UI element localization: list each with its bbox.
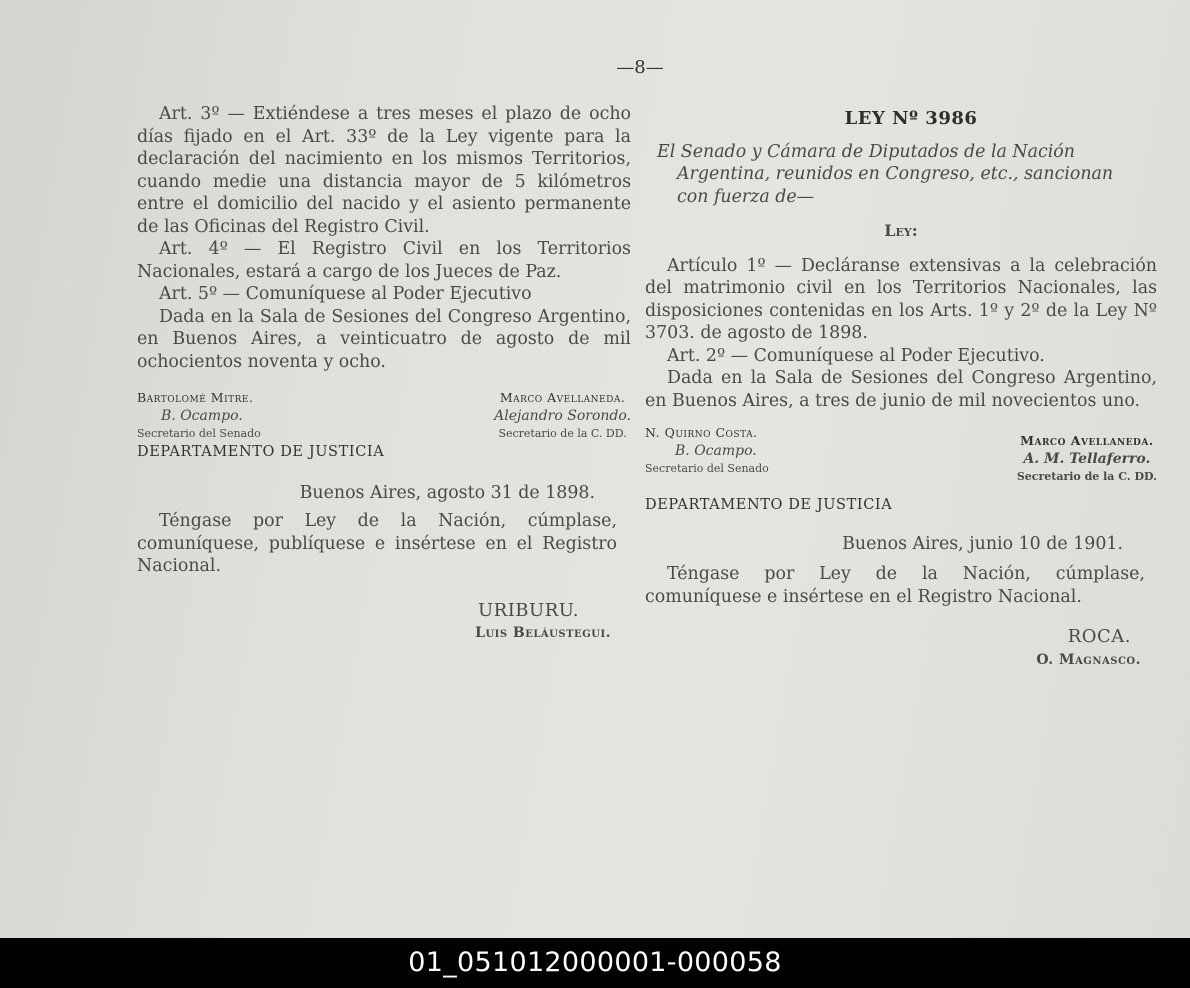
preamble-line: El Senado y Cámara de Diputados de la Nación [657,141,1075,162]
article-3-paragraph: Art. 3º — Extiéndese a tres meses el plazo de ocho días fijado en el Art. 33º de la Ley vigente para la declaración del nacimiento en los mismos Territorios, cuando medie una distancia mayor de 5 kilómetros entre el domicilio del nacido y el asiento permanente de las Oficinas del Registro Civil. [137,104,631,237]
decree-date: Buenos Aires, junio 10 de 1901. [842,533,1123,554]
ley-heading: Ley: [884,221,918,240]
department-heading: DEPARTAMENTO DE JUSTICIA [645,497,893,513]
chamber-signatures [494,389,631,443]
law-title: LEY Nº 3986 [844,108,978,129]
senate-secretary-role: Secretario del Senado [645,462,769,475]
senate-president-name: N. Quirno Costa. [645,425,758,440]
executive-signer-name: ROCA. [1067,626,1131,647]
executive-signatures [645,626,1157,671]
senate-secretary-name: B. Ocampo. [675,443,757,459]
chamber-president-name: Marco Avellaneda. [1020,433,1154,448]
senate-signatures [645,424,769,478]
image-id-footer: 01_051012000001-000058 [0,938,1190,988]
dada-paragraph: Dada en la Sala de Sesiones del Congreso Argentino, en Buenos Aires, a veinticuatro de agosto de mil ochocientos noventa y ocho. [137,306,631,372]
senate-signatures [137,389,261,443]
right-column [645,108,1157,671]
department-heading: DEPARTAMENTO DE JUSTICIA [137,444,385,460]
article-4-paragraph: Art. 4º — El Registro Civil en los Territorios Nacionales, estará a cargo de los Jueces de Paz. [137,239,631,282]
chamber-secretary-role: Secretario de la C. DD. [1016,470,1157,483]
article-1-paragraph: Artículo 1º — Decláranse extensivas a la celebración del matrimonio civil en los Territorios Nacionales, las disposiciones contenidas en los Arts. 1º y 2º de la Ley Nº 3703. de agosto de 1898. [645,255,1157,343]
executive-signer-name: URIBURU. [477,599,579,621]
left-column [137,103,631,645]
chamber-signatures [1017,432,1157,486]
chamber-secretary-name: A. M. Tellaferro. [1023,451,1151,467]
law-preamble [645,141,1157,209]
decree-text: Téngase por Ley de la Nación, cúmplase, comuníquese e insértese en el Registro Nacional. [645,564,1145,607]
dada-paragraph: Dada en la Sala de Sesiones del Congreso Argentino, en Buenos Aires, a tres de junio de mil novecientos uno. [645,368,1157,411]
preamble-line: Argentina, reunidos en Congreso, etc., sancionan [677,164,1114,184]
chamber-secretary-role: Secretario de la C. DD. [498,427,627,440]
senate-secretary-role: Secretario del Senado [137,427,261,440]
preamble-line: con fuerza de— [677,186,815,207]
chamber-secretary-name: Alejandro Sorondo. [494,408,631,424]
senate-president-name: Bartolomé Mitre. [137,390,254,405]
decree-date: Buenos Aires, agosto 31 de 1898. [299,482,595,503]
decree-text: Téngase por Ley de la Nación, cúmplase, comuníquese, publíquese e insértese en el Registro Nacional. [137,511,617,576]
senate-secretary-name: B. Ocampo. [161,408,243,424]
minister-signer-name: Luis Beláustegui. [475,625,611,641]
signature-block [645,424,1157,482]
executive-signatures [137,600,631,645]
article-5-paragraph: Art. 5º — Comuníquese al Poder Ejecutivo [159,284,532,304]
minister-signer-name: O. Magnasco. [1036,651,1141,668]
page-number: —8— [616,57,664,78]
signature-block [137,389,631,445]
chamber-president-name: Marco Avellaneda. [499,390,626,405]
article-2-paragraph: Art. 2º — Comuníquese al Poder Ejecutivo. [667,345,1045,366]
